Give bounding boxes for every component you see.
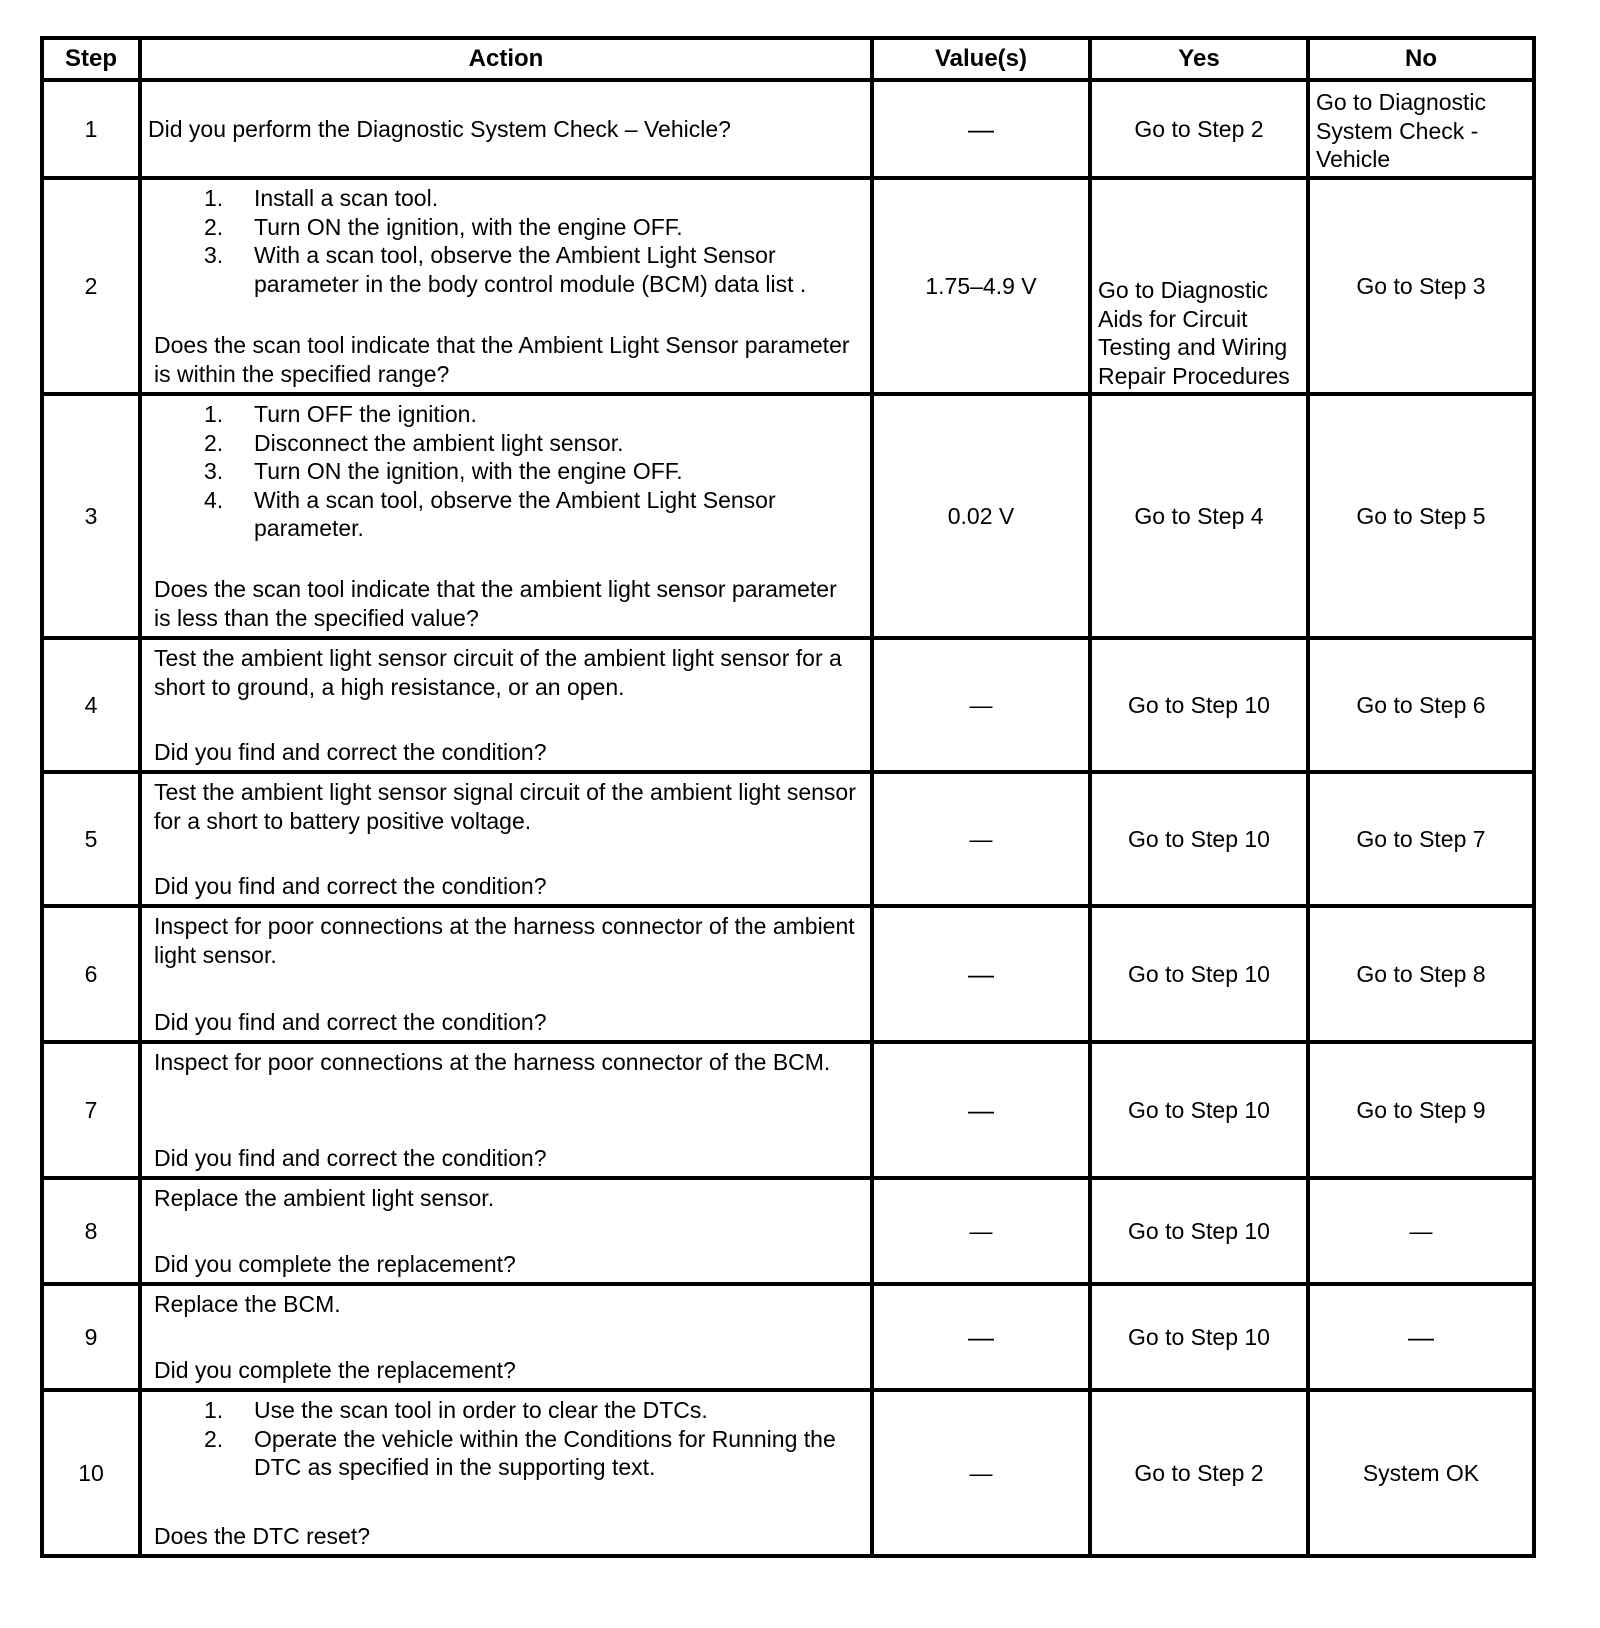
action-question: Did you find and correct the condition?: [154, 872, 547, 899]
value-cell: —: [872, 80, 1090, 178]
header-action: Action: [140, 38, 872, 80]
yes-cell: Go to Step 2: [1090, 1390, 1308, 1556]
action-cell: [140, 178, 872, 394]
header-step: Step: [42, 38, 140, 80]
value-cell: —: [872, 638, 1090, 772]
action-question: Did you find and correct the condition?: [154, 1144, 547, 1171]
yes-cell: Go to Step 10: [1090, 1284, 1308, 1390]
yes-cell: Go to Step 10: [1090, 1042, 1308, 1178]
value-cell: —: [872, 906, 1090, 1042]
action-question: Does the scan tool indicate that the Ambient Light Sensor parameter is within the specified range?: [154, 332, 850, 387]
action-step-item: 3. With a scan tool, observe the Ambient Light Sensor parameter in the body control module (BCM) data list .: [204, 242, 807, 297]
header-values: Value(s): [872, 38, 1090, 80]
action-cell: [140, 906, 872, 1042]
table-row: [42, 638, 1534, 772]
no-cell: Go to Step 6: [1308, 638, 1534, 772]
value-cell: 0.02 V: [872, 394, 1090, 638]
step-number: 2: [42, 178, 140, 394]
step-number: 9: [42, 1284, 140, 1390]
value-cell: 1.75–4.9 V: [872, 178, 1090, 394]
action-cell: [140, 394, 872, 638]
table-row: [42, 1178, 1534, 1284]
diagnostic-table: [40, 36, 1536, 1558]
action-intro: Replace the BCM.: [154, 1291, 341, 1317]
action-cell: [140, 1284, 872, 1390]
header-yes: Yes: [1090, 38, 1308, 80]
table-row: [42, 394, 1534, 638]
yes-cell: Go to Step 10: [1090, 1178, 1308, 1284]
yes-cell: Go to Diagnostic Aids for Circuit Testing and Wiring Repair Procedures: [1090, 178, 1308, 394]
action-question: Does the scan tool indicate that the ambient light sensor parameter is less than the specified value?: [154, 576, 837, 631]
action-cell: [140, 80, 872, 178]
table-row: [42, 1284, 1534, 1390]
action-intro: Replace the ambient light sensor.: [154, 1185, 495, 1211]
yes-cell: Go to Step 10: [1090, 772, 1308, 906]
no-cell: —: [1308, 1178, 1534, 1284]
value-cell: —: [872, 1178, 1090, 1284]
no-cell: —: [1308, 1284, 1534, 1390]
table-row: [42, 1042, 1534, 1178]
table-row: [42, 772, 1534, 906]
action-cell: [140, 638, 872, 772]
value-cell: —: [872, 772, 1090, 906]
step-number: 8: [42, 1178, 140, 1284]
action-intro: Inspect for poor connections at the harness connector of the ambient light sensor.: [154, 913, 855, 968]
no-cell: Go to Step 8: [1308, 906, 1534, 1042]
action-question: Did you complete the replacement?: [154, 1356, 516, 1383]
action-step-item: 2. Operate the vehicle within the Conditions for Running the DTC as specified in the supporting text.: [204, 1425, 836, 1480]
action-steps: [154, 1396, 858, 1482]
table-row: [42, 80, 1534, 178]
header-no: No: [1308, 38, 1534, 80]
no-cell: Go to Diagnostic System Check - Vehicle: [1308, 80, 1534, 178]
action-intro: Test the ambient light sensor signal circuit of the ambient light sensor for a short to battery positive voltage.: [154, 779, 856, 834]
no-cell: System OK: [1308, 1390, 1534, 1556]
header-row: [42, 38, 1534, 80]
action-step-item: 1. Turn OFF the ignition.: [204, 401, 477, 427]
no-cell: Go to Step 9: [1308, 1042, 1534, 1178]
action-steps: [154, 400, 858, 543]
action-cell: [140, 1042, 872, 1178]
action-question: Did you perform the Diagnostic System Check – Vehicle?: [148, 115, 731, 142]
action-step-item: 3. Turn ON the ignition, with the engine OFF.: [204, 458, 683, 484]
table-row: [42, 1390, 1534, 1556]
yes-cell: Go to Step 10: [1090, 906, 1308, 1042]
yes-cell: Go to Step 10: [1090, 638, 1308, 772]
action-cell: [140, 1390, 872, 1556]
action-step-item: 1. Use the scan tool in order to clear the DTCs.: [204, 1397, 708, 1423]
action-question: Did you complete the replacement?: [154, 1250, 516, 1277]
no-cell: Go to Step 7: [1308, 772, 1534, 906]
action-intro: Inspect for poor connections at the harness connector of the BCM.: [154, 1049, 831, 1075]
step-number: 10: [42, 1390, 140, 1556]
action-cell: [140, 772, 872, 906]
action-steps: [154, 184, 858, 298]
action-question: Did you find and correct the condition?: [154, 738, 547, 765]
step-number: 1: [42, 80, 140, 178]
value-cell: —: [872, 1390, 1090, 1556]
step-number: 5: [42, 772, 140, 906]
action-step-item: 2. Turn ON the ignition, with the engine OFF.: [204, 213, 683, 240]
action-step-item: 1. Install a scan tool.: [204, 185, 439, 211]
no-cell: Go to Step 3: [1308, 178, 1534, 394]
yes-cell: Go to Step 2: [1090, 80, 1308, 178]
action-question: Did you find and correct the condition?: [154, 1008, 547, 1035]
table-row: [42, 906, 1534, 1042]
yes-cell: Go to Step 4: [1090, 394, 1308, 638]
no-cell: Go to Step 5: [1308, 394, 1534, 638]
action-question: Does the DTC reset?: [154, 1522, 371, 1549]
value-cell: —: [872, 1284, 1090, 1390]
action-step-item: 2. Disconnect the ambient light sensor.: [204, 429, 624, 456]
value-cell: —: [872, 1042, 1090, 1178]
action-step-item: 4. With a scan tool, observe the Ambient Light Sensor parameter.: [204, 486, 776, 541]
step-number: 6: [42, 906, 140, 1042]
step-number: 3: [42, 394, 140, 638]
step-number: 4: [42, 638, 140, 772]
action-cell: [140, 1178, 872, 1284]
action-intro: Test the ambient light sensor circuit of the ambient light sensor for a short to ground, a high resistance, or an open.: [154, 645, 842, 700]
table-row: [42, 178, 1534, 394]
step-number: 7: [42, 1042, 140, 1178]
